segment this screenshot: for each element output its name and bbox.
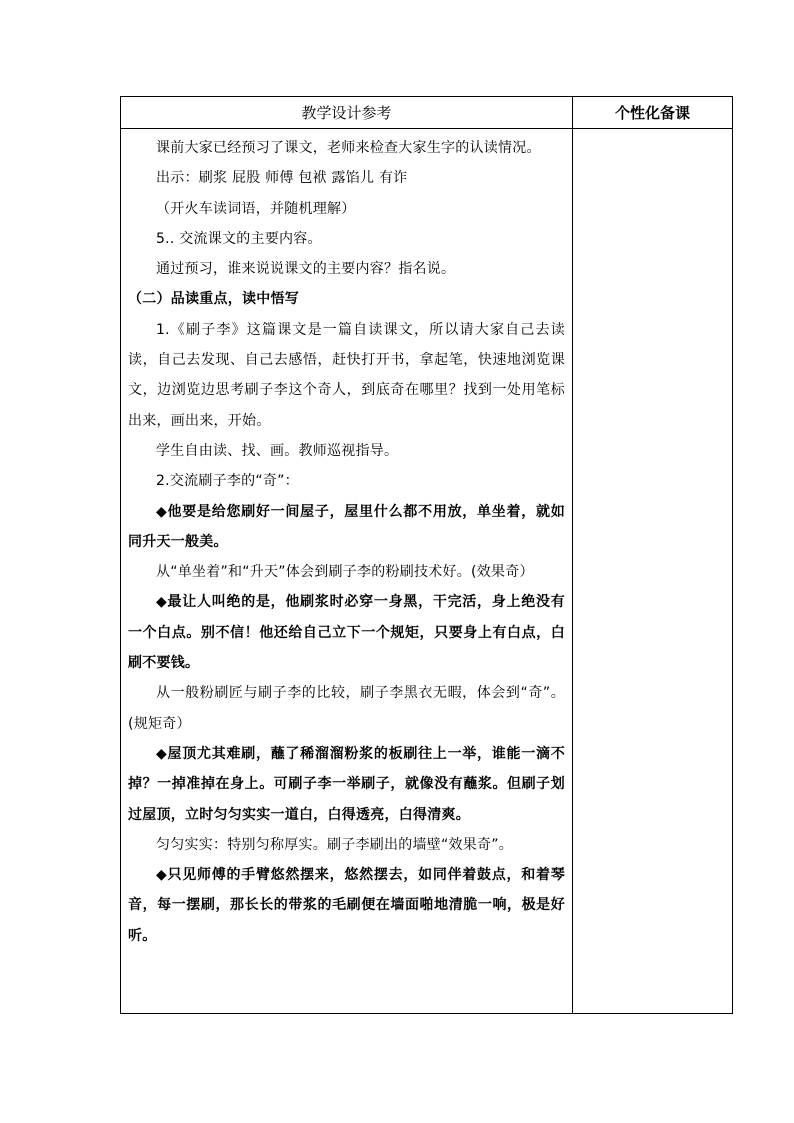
personalized-prep-content (573, 129, 733, 1014)
analysis-2: 从一般粉刷匠与刷子李的比较，刷子李黑衣无暇，体会到“奇”。(规矩奇） (128, 685, 565, 732)
paragraph-self-reading: 1.《刷子李》这篇课文是一篇自读课文，所以请大家自己去读读，自己去发现、自己去感悟，赶快打开书，拿起笔，快速地浏览课文，边浏览边思考刷子李这个奇人，到底奇在哪里？找到一处用笔标出来，画出来，开始。 (128, 321, 565, 429)
paragraph-word-list: 出示：刷浆 屁股 师傅 包袱 露馅儿 有诈 (156, 170, 408, 187)
quote-3: ◆屋顶尤其难刷，蘸了稀溜溜粉浆的板刷往上一举，谁能一滴不掉？一掉准掉在身上。可刷子李一举刷子，就像没有蘸浆。但刷子划过屋顶，立时匀匀实实一道白，白得透亮，白得清爽。 (128, 745, 565, 823)
quote-2: ◆最让人叫绝的是，他刷浆时必穿一身黑，干完活，身上绝没有一个白点。别不信！他还给自己立下一个规矩，只要身上有白点，白刷不要钱。 (128, 594, 565, 672)
analysis-3: 匀匀实实：特别匀称厚实。刷子李刷出的墙壁“效果奇”。 (156, 836, 514, 853)
personalized-prep-header: 个性化备课 (573, 97, 733, 129)
paragraph-discuss-qi: 2.交流刷子李的“奇”： (156, 473, 299, 490)
section-heading-2: （二）品读重点，读中悟写 (128, 291, 299, 308)
quote-4: ◆只见师傅的手臂悠然摆来，悠然摆去，如同伴着鼓点，和着琴音，每一摆刷，那长长的带浆的毛刷便在墙面啪地清脆一响，极是好听。 (128, 867, 565, 944)
quote-1: ◆他要是给您刷好一间屋子，屋里什么都不用放，单坐着，就如同升天一般美。 (128, 503, 565, 550)
paragraph-summary-question: 通过预习，谁来说说课文的主要内容？指名说。 (156, 261, 456, 278)
teaching-design-content (121, 129, 573, 1014)
analysis-1: 从“单坐着”和“升天”体会到刷子李的粉刷技术好。(效果奇） (156, 564, 534, 581)
paragraph-train-reading: （开火车读词语，并随机理解） (156, 200, 356, 217)
table-header-row (121, 97, 733, 129)
table-content-row (121, 129, 733, 1014)
paragraph-step-5: 5.. 交流课文的主要内容。 (156, 230, 322, 247)
paragraph-preview-check: 课前大家已经预习了课文，老师来检查大家生字的认读情况。 (156, 140, 541, 156)
paragraph-student-activity: 学生自由读、找、画。教师巡视指导。 (156, 442, 399, 459)
teaching-design-header: 教学设计参考 (121, 97, 573, 129)
lesson-plan-table (120, 96, 733, 1014)
